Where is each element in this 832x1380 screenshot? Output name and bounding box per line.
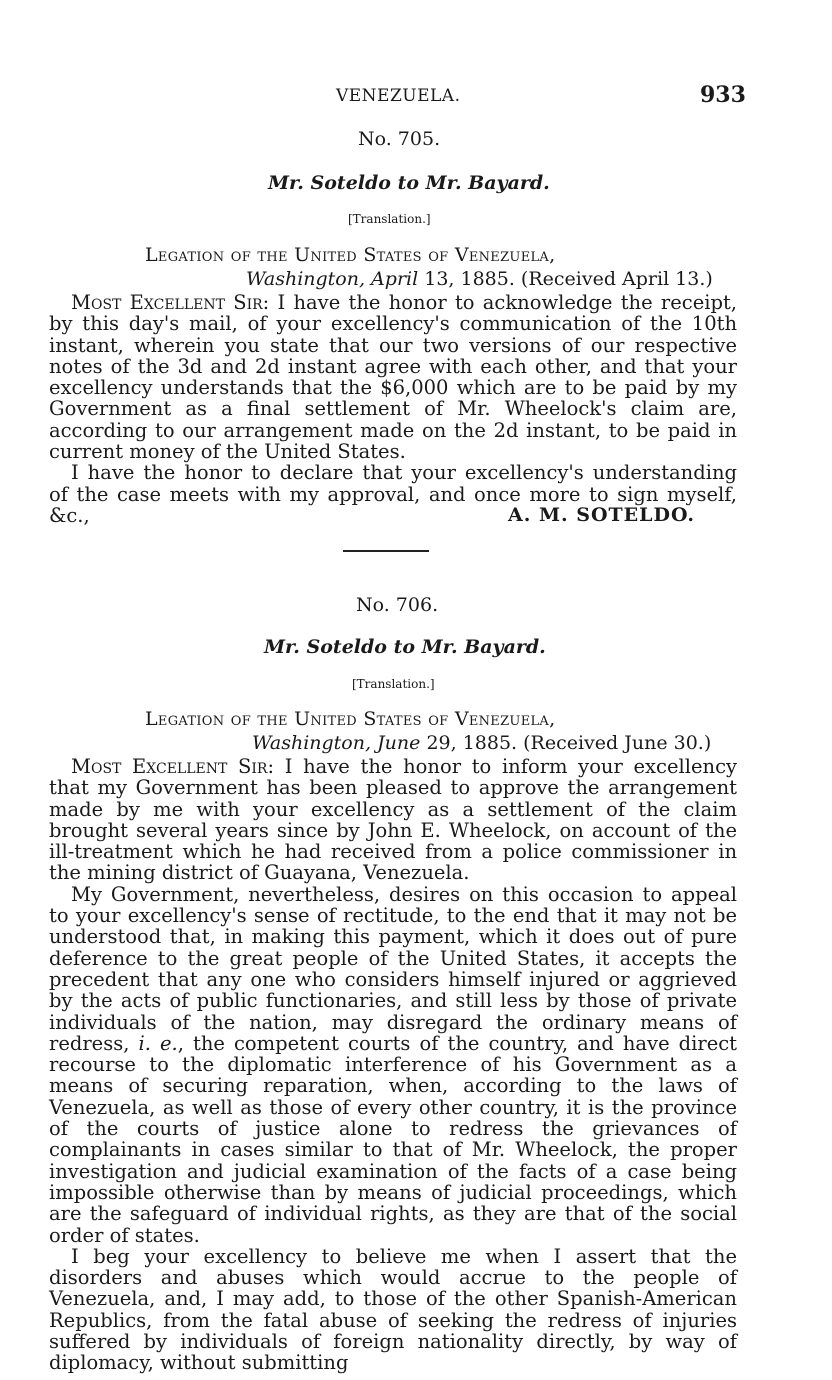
doc-706-translation-note: [Translation.]	[352, 677, 435, 691]
doc-705-date-rest: 13, 1885. (Received April 13.)	[418, 268, 713, 290]
doc-705-dateline	[246, 268, 713, 290]
running-header-title: VENEZUELA.	[336, 86, 461, 106]
doc-706-paragraph-3: I beg your excellency to believe me when I assert that the disorders and abuses which would accrue to the people of Venezuela, and, I may add, to those of the other Spanish-American Republics, from the fatal abuse of seeking the redress of injuries suffered by individuals of foreign nationality directly, by way of diplomacy, without submitting	[49, 1244, 737, 1375]
doc-705-date-place: Washington, April	[246, 268, 419, 290]
doc-706-number: No. 706.	[356, 594, 439, 616]
doc-706-paragraph-2: My Government, nevertheless, desires on this occasion to appeal to your excellency's sense of rectitude, to the end that it may not be understood that, in making this payment, which it does out of pure deference to the great people of the United States, it accepts the precedent that any one who considers himself injured or aggrieved by the acts of public functionaries, and still less by those of private individuals of the nation, may disregard the ordinary means of redress, i. e., the competent courts of the country, and have direct recourse to the diplomatic interference of his Government as a means of securing reparation, when, according to the laws of Venezuela, as well as those of every other country, it is the province of the courts of justice alone to redress the grievances of complainants in cases similar to that of Mr. Wheelock, the proper investigation and judicial examination of the facts of a case being impossible otherwise than by means of judicial proceedings, which are the safeguard of individual rights, as they are that of the social order of states.	[49, 882, 738, 1247]
page-number: 933	[700, 82, 746, 108]
doc-705-legation: Legation of the United States of Venezuela,	[145, 244, 556, 266]
doc-706-subtitle: Mr. Soteldo to Mr. Bayard.	[264, 636, 546, 658]
doc-705-paragraph-1: Most Excellent Sir: I have the honor to acknowledge the receipt, by this day's mail, of your excellency's communication of the 10th instant, wherein you state that our two versions of our respective notes of the 3d and 2d instant agree with each other, and that your excellency understands that the $6,000 which are to be paid by my Government as a final settlement of Mr. Wheelock's claim are, according to our arrangement made on the 2d instant, to be paid in current money of the United States.	[49, 291, 738, 464]
doc-706-salutation: Most Excellent Sir:	[71, 755, 275, 778]
doc-706-legation: Legation of the United States of Venezuela,	[145, 708, 556, 730]
doc-706-date-rest: 29, 1885. (Received June 30.)	[420, 732, 712, 754]
doc-705-salutation: Most Excellent Sir:	[71, 291, 270, 314]
doc-705-translation-note: [Translation.]	[348, 212, 431, 226]
doc-705-number: No. 705.	[358, 128, 441, 150]
doc-705-subtitle: Mr. Soteldo to Mr. Bayard.	[268, 172, 550, 194]
doc-706-body	[49, 756, 737, 1374]
doc-705-signature: A. M. SOTELDO.	[508, 504, 696, 526]
doc-706-paragraph-1: Most Excellent Sir: I have the honor to inform your excellency that my Government has been pleased to approve the arrangement made by me with your excellency as a settlement of the claim brought several years since by John E. Wheelock, on account of the ill-treatment which he had received from a police commissioner in the mining district of Guayana, Venezuela.	[49, 755, 737, 885]
doc-706-dateline	[252, 732, 711, 754]
doc-705-body	[49, 292, 737, 526]
doc-705-paragraph-2: I have the honor to declare that your excellency's understanding of the case meets with my approval, and once more to sign myself, &c.,	[49, 461, 737, 527]
section-divider	[343, 550, 429, 552]
doc-706-date-place: Washington, June	[252, 732, 421, 754]
